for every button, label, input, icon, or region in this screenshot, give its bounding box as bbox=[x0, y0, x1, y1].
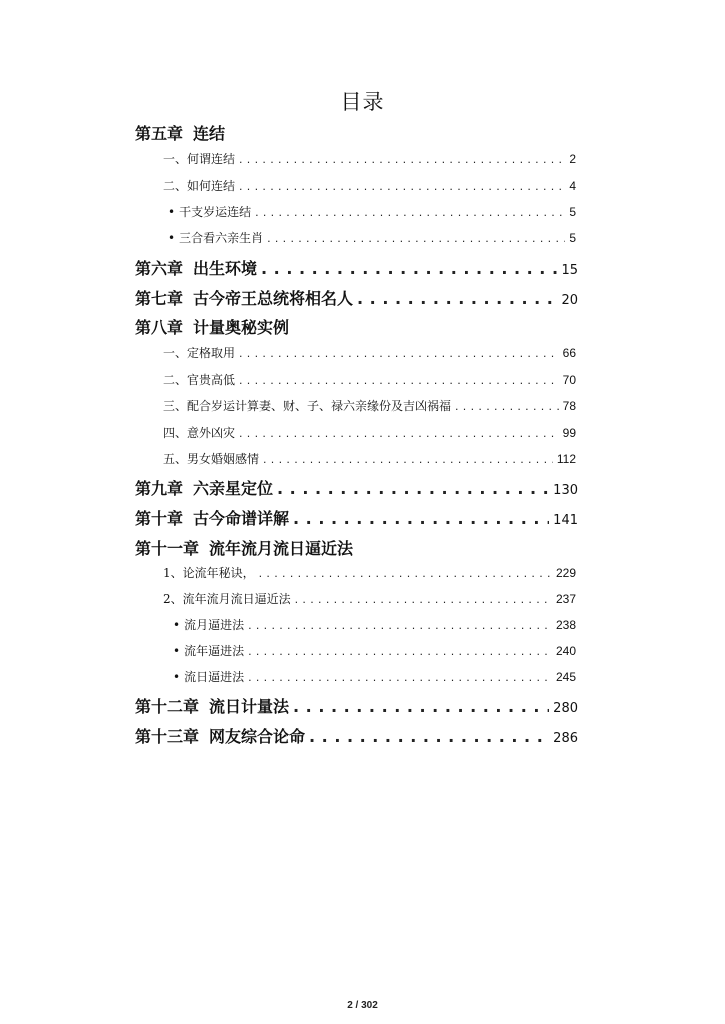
leader-dots bbox=[239, 374, 559, 387]
leader-dots bbox=[295, 593, 552, 606]
toc-entry-text: 三合看六亲生肖 bbox=[179, 231, 264, 245]
bullet-icon: • bbox=[173, 644, 181, 658]
leader-dots bbox=[248, 619, 552, 632]
toc-page-number: 70 bbox=[562, 373, 576, 387]
toc-page-number: 141 bbox=[553, 513, 578, 528]
toc-entry-label bbox=[168, 229, 263, 246]
toc-page-number: 229 bbox=[555, 566, 576, 580]
chapter-label bbox=[135, 286, 353, 309]
bullet-icon: • bbox=[168, 231, 176, 245]
toc-entry[interactable] bbox=[173, 642, 576, 659]
toc-title: 目录 bbox=[340, 90, 385, 114]
chapter-title: 流年流月流日逼近法 bbox=[209, 539, 354, 558]
toc-chapter-entry[interactable] bbox=[135, 694, 578, 717]
chapter-number: 第十二章 bbox=[135, 697, 200, 716]
toc-entry-label: 2、流年流月流日逼近法 bbox=[163, 592, 291, 606]
chapter-title: 古今命谱详解 bbox=[193, 509, 290, 528]
chapter-number: 第七章 bbox=[135, 289, 184, 308]
toc-page-number: 20 bbox=[561, 293, 578, 308]
toc-entry[interactable] bbox=[168, 229, 576, 246]
toc-entry-label bbox=[173, 642, 244, 659]
chapter-number: 第九章 bbox=[135, 479, 184, 498]
chapter-heading bbox=[135, 315, 289, 338]
leader-dots bbox=[357, 289, 557, 308]
chapter-number: 第八章 bbox=[135, 318, 184, 337]
chapter-label bbox=[135, 476, 273, 499]
toc-entry-label: 一、何谓连结 bbox=[163, 152, 236, 166]
toc-chapter-entry[interactable] bbox=[135, 256, 578, 279]
toc-page-number: 238 bbox=[555, 618, 576, 632]
chapter-title: 计量奥秘实例 bbox=[193, 318, 290, 337]
toc-entry[interactable] bbox=[163, 564, 576, 581]
toc-entry[interactable] bbox=[173, 668, 576, 685]
leader-dots bbox=[293, 509, 549, 528]
toc-entry[interactable] bbox=[163, 371, 576, 388]
toc-entry[interactable] bbox=[163, 150, 576, 167]
leader-dots bbox=[259, 567, 552, 580]
toc-entry[interactable] bbox=[163, 397, 576, 414]
chapter-title: 古今帝王总统将相名人 bbox=[193, 289, 354, 308]
toc-page-number: 4 bbox=[569, 179, 576, 193]
leader-dots bbox=[255, 206, 565, 219]
chapter-title: 六亲星定位 bbox=[193, 479, 274, 498]
toc-page-number: 15 bbox=[561, 263, 578, 278]
toc-page-number: 5 bbox=[569, 205, 576, 219]
chapter-number: 第五章 bbox=[135, 124, 184, 143]
chapter-label bbox=[135, 724, 305, 747]
toc-entry-label: 1、论流年秘诀， bbox=[163, 566, 255, 580]
toc-entry-text: 流月逼进法 bbox=[184, 618, 245, 632]
toc-entry-label bbox=[173, 616, 244, 633]
toc-chapter-entry[interactable] bbox=[135, 506, 578, 529]
toc-page-number: 240 bbox=[555, 644, 576, 658]
leader-dots bbox=[248, 645, 552, 658]
toc-page-number: 112 bbox=[556, 452, 576, 466]
toc-entry[interactable] bbox=[163, 590, 576, 607]
toc-entry-label: 一、定格取用 bbox=[163, 346, 236, 360]
toc-chapter-entry[interactable] bbox=[135, 286, 578, 309]
toc-entry-label: 三、配合岁运计算妻、财、子、禄六亲缘份及吉凶祸福 bbox=[163, 399, 452, 413]
toc-page-number: 66 bbox=[562, 346, 576, 360]
chapter-number: 第十章 bbox=[135, 509, 184, 528]
toc-chapter-entry[interactable] bbox=[135, 724, 578, 747]
toc-entry-label: 五、男女婚姻感情 bbox=[163, 452, 260, 466]
toc-entry[interactable] bbox=[163, 177, 576, 194]
chapter-number: 第十三章 bbox=[135, 727, 200, 746]
page-indicator: 2 / 302 bbox=[347, 1000, 378, 1011]
leader-dots bbox=[277, 479, 549, 498]
chapter-label bbox=[135, 506, 289, 529]
toc-page-number: 280 bbox=[553, 701, 578, 716]
toc-page-number: 286 bbox=[553, 731, 578, 746]
chapter-number: 第十一章 bbox=[135, 539, 200, 558]
bullet-icon: • bbox=[168, 205, 176, 219]
toc-entry[interactable] bbox=[168, 203, 576, 220]
toc-page-number: 5 bbox=[569, 231, 576, 245]
toc-page-number: 78 bbox=[562, 399, 576, 413]
leader-dots bbox=[261, 259, 557, 278]
leader-dots bbox=[239, 427, 559, 440]
chapter-title: 流日计量法 bbox=[209, 697, 290, 716]
chapter-heading bbox=[135, 536, 353, 559]
chapter-label bbox=[135, 256, 257, 279]
leader-dots bbox=[248, 671, 552, 684]
toc-entry[interactable] bbox=[173, 616, 576, 633]
toc-entry-label: 四、意外凶灾 bbox=[163, 426, 236, 440]
toc-entry-label bbox=[168, 203, 251, 220]
toc-entry-label bbox=[173, 668, 244, 685]
leader-dots bbox=[267, 232, 565, 245]
chapter-number: 第六章 bbox=[135, 259, 184, 278]
toc-entry-label: 二、官贵高低 bbox=[163, 373, 236, 387]
toc-page-number: 245 bbox=[555, 670, 576, 684]
chapter-title: 网友综合论命 bbox=[209, 727, 306, 746]
toc-page-number: 237 bbox=[555, 592, 576, 606]
toc-entry[interactable] bbox=[163, 344, 576, 361]
toc-entry[interactable] bbox=[163, 424, 576, 441]
toc-entry-text: 流日逼进法 bbox=[184, 670, 245, 684]
toc-entry-text: 干支岁运连结 bbox=[179, 205, 252, 219]
toc-entry[interactable] bbox=[163, 450, 576, 467]
bullet-icon: • bbox=[173, 670, 181, 684]
leader-dots bbox=[239, 180, 565, 193]
chapter-title: 连结 bbox=[193, 124, 226, 143]
toc-chapter-entry[interactable] bbox=[135, 476, 578, 499]
chapter-title: 出生环境 bbox=[193, 259, 258, 278]
toc-entry-label: 二、如何连结 bbox=[163, 179, 236, 193]
toc-page-number: 99 bbox=[562, 426, 576, 440]
leader-dots bbox=[263, 453, 553, 466]
toc-page-number: 2 bbox=[569, 152, 576, 166]
leader-dots bbox=[239, 347, 559, 360]
toc-page-number: 130 bbox=[553, 483, 578, 498]
leader-dots bbox=[293, 697, 549, 716]
bullet-icon: • bbox=[173, 618, 181, 632]
leader-dots bbox=[455, 400, 559, 413]
chapter-heading bbox=[135, 121, 225, 144]
leader-dots bbox=[239, 153, 565, 166]
chapter-label bbox=[135, 694, 289, 717]
leader-dots bbox=[309, 727, 549, 746]
toc-entry-text: 流年逼进法 bbox=[184, 644, 245, 658]
